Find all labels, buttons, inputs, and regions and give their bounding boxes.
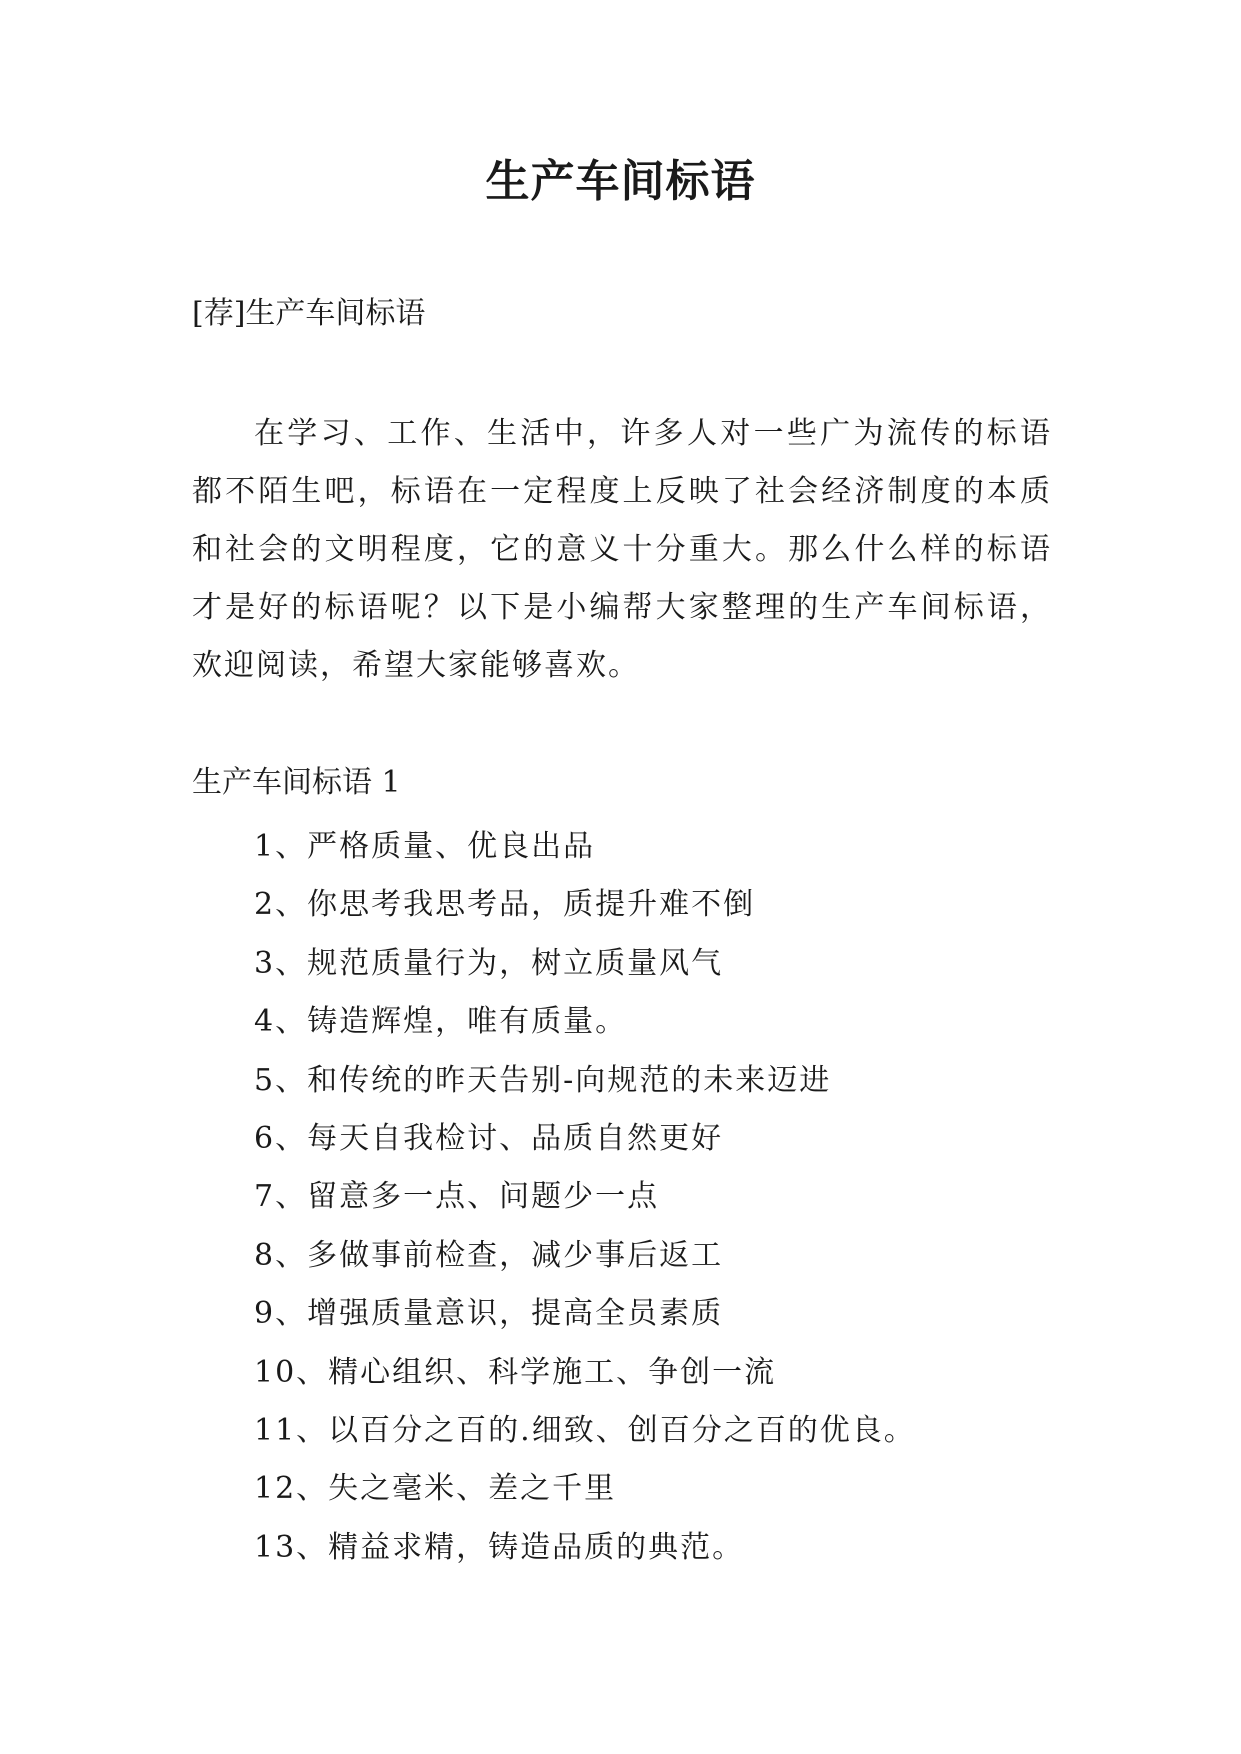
- slogan-item: 2、你思考我思考品，质提升难不倒: [254, 887, 756, 923]
- slogan-item: 7、留意多一点、问题少一点: [254, 1179, 660, 1215]
- slogan-item: 3、规范质量行为，树立质量风气: [254, 945, 724, 981]
- slogan-item: 4、铸造辉煌，唯有质量。: [254, 1004, 628, 1040]
- document-title: 生产车间标语: [485, 156, 756, 207]
- document-subtitle: [荐]生产车间标语: [192, 296, 426, 331]
- slogan-item: 10、精心组织、科学施工、争创一流: [254, 1354, 777, 1390]
- slogan-item: 5、和传统的昨天告别-向规范的未来迈进: [254, 1062, 832, 1098]
- slogan-item: 6、每天自我检讨、品质自然更好: [254, 1121, 724, 1157]
- slogan-item: 11、以百分之百的.细致、创百分之百的优良。: [254, 1413, 916, 1449]
- slogan-item: 13、精益求精，铸造品质的典范。: [254, 1529, 745, 1565]
- slogan-list: [254, 818, 916, 1577]
- intro-paragraph: 在学习、工作、生活中，许多人对一些广为流传的标语都不陌生吧，标语在一定程度上反映了社会经济制度的本质和社会的文明程度，它的意义十分重大。那么什么样的标语才是好的标语呢？以下是小编帮大家整理的生产车间标语，欢迎阅读，希望大家能够喜欢。: [192, 416, 1052, 683]
- section-heading: 生产车间标语 1: [192, 765, 401, 800]
- slogan-item: 12、失之毫米、差之千里: [254, 1471, 617, 1507]
- slogan-item: 1、严格质量、优良出品: [254, 829, 596, 864]
- slogan-item: 9、增强质量意识，提高全员素质: [254, 1296, 724, 1332]
- slogan-item: 8、多做事前检查，减少事后返工: [254, 1237, 724, 1273]
